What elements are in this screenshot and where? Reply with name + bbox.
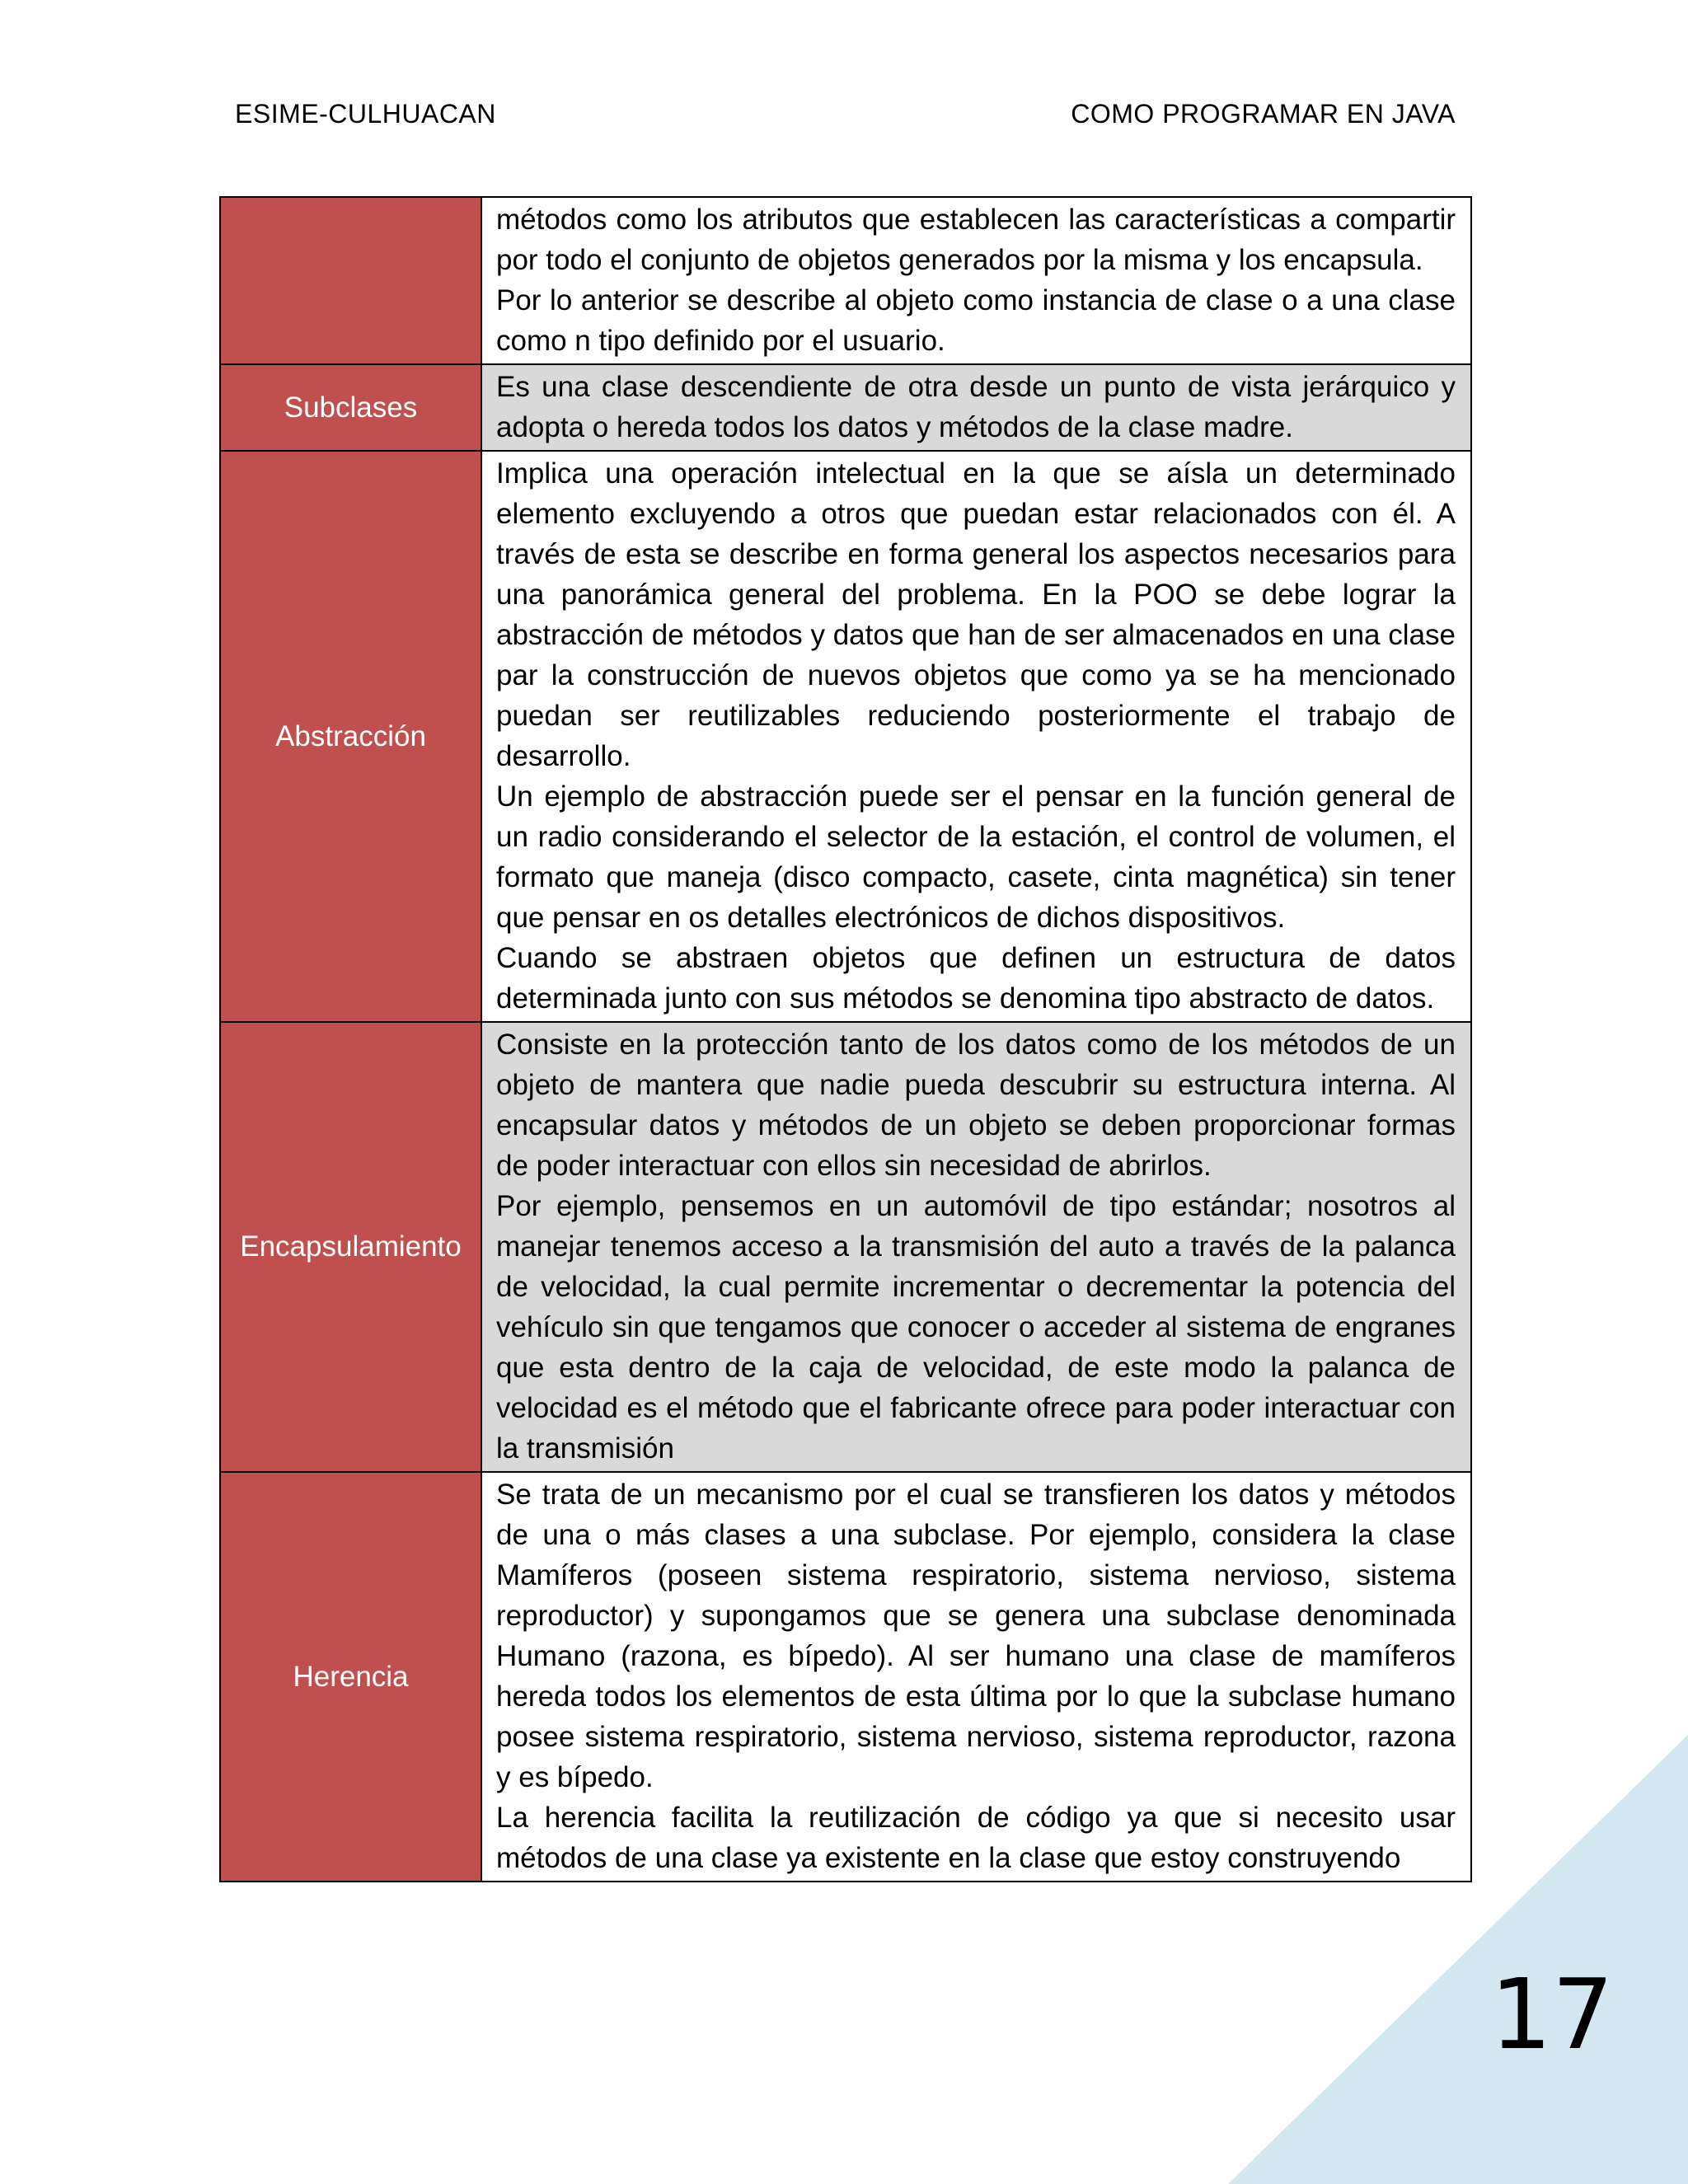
description-paragraph: Un ejemplo de abstracción puede ser el pensar en la función general de un radio considerando el selector de la estación, el control de volumen, el formato que maneja (disco compacto, casete, cinta magnética) sin tener que pensar en os detalles electrónicos de dichos dispositivos. — [496, 780, 1456, 934]
table-row — [220, 1022, 1471, 1472]
description-paragraph: Por ejemplo, pensemos en un automóvil de tipo estándar; nosotros al manejar tenemos acceso a la transmisión del auto a través de la palanca de velocidad, la cual permite incrementar o decrementar la potencia del vehículo sin que tengamos que conocer o acceder al sistema de engranes que esta dentro de la caja de velocidad, de este modo la palanca de velocidad es el método que el fabricante ofrece para poder interactuar con la transmisión — [496, 1190, 1456, 1465]
table-row — [220, 451, 1471, 1022]
header-left-text: ESIME-CULHUACAN — [235, 99, 496, 129]
description-cell — [481, 1022, 1471, 1472]
definitions-table — [219, 196, 1472, 1882]
description-paragraph: Se trata de un mecanismo por el cual se transfieren los datos y métodos de una o más clases a una subclase. Por ejemplo, considera la clase Mamíferos (poseen sistema respiratorio, sistema nervioso, sistema reproductor) y supongamos que se genera una subclase denominada Humano (razona, es bípedo). Al ser humano una clase de mamíferos hereda todos los elementos de esta última por lo que la subclase humano posee sistema respiratorio, sistema nervioso, sistema reproductor, razona y es bípedo. — [496, 1479, 1456, 1793]
description-cell — [481, 1472, 1471, 1882]
term-cell: Encapsulamiento — [220, 1022, 481, 1472]
description-paragraph: Consiste en la protección tanto de los datos como de los métodos de un objeto de mantera que nadie pueda descubrir su estructura interna. Al encapsular datos y métodos de un objeto se deben proporcionar formas de poder interactuar con ellos sin necesidad de abrirlos. — [496, 1029, 1456, 1182]
description-paragraph: Implica una operación intelectual en la que se aísla un determinado elemento excluyendo a otros que puedan estar relacionados con él. A través de esta se describe en forma general los aspectos necesarios para una panorámica general del problema. En la POO se debe lograr la abstracción de métodos y datos que han de ser almacenados en una clase par la construcción de nuevos objetos que como ya se ha mencionado puedan ser reutilizables reduciendo posteriormente el trabajo de desarrollo. — [496, 457, 1456, 772]
description-cell — [481, 451, 1471, 1022]
page-number: 17 — [1489, 1957, 1614, 2071]
term-cell — [220, 197, 481, 364]
description-cell — [481, 364, 1471, 451]
term-cell: Herencia — [220, 1472, 481, 1882]
table-row — [220, 364, 1471, 451]
term-cell: Subclases — [220, 364, 481, 451]
description-cell — [481, 197, 1471, 364]
description-paragraph: La herencia facilita la reutilización de código ya que si necesito usar métodos de una clase ya existente en la clase que estoy construyendo — [496, 1802, 1456, 1874]
header-right-text: COMO PROGRAMAR EN JAVA — [1071, 99, 1456, 129]
term-cell: Abstracción — [220, 451, 481, 1022]
description-paragraph: métodos como los atributos que establecen las características a compartir por todo el conjunto de objetos generados por la misma y los encapsula. — [496, 204, 1456, 276]
description-paragraph: Cuando se abstraen objetos que definen un estructura de datos determinada junto con sus métodos se denomina tipo abstracto de datos. — [496, 942, 1456, 1015]
table-row — [220, 197, 1471, 364]
table-row — [220, 1472, 1471, 1882]
description-paragraph: Es una clase descendiente de otra desde un punto de vista jerárquico y adopta o hereda todos los datos y métodos de la clase madre. — [496, 371, 1456, 443]
description-paragraph: Por lo anterior se describe al objeto como instancia de clase o a una clase como n tipo definido por el usuario. — [496, 284, 1456, 357]
